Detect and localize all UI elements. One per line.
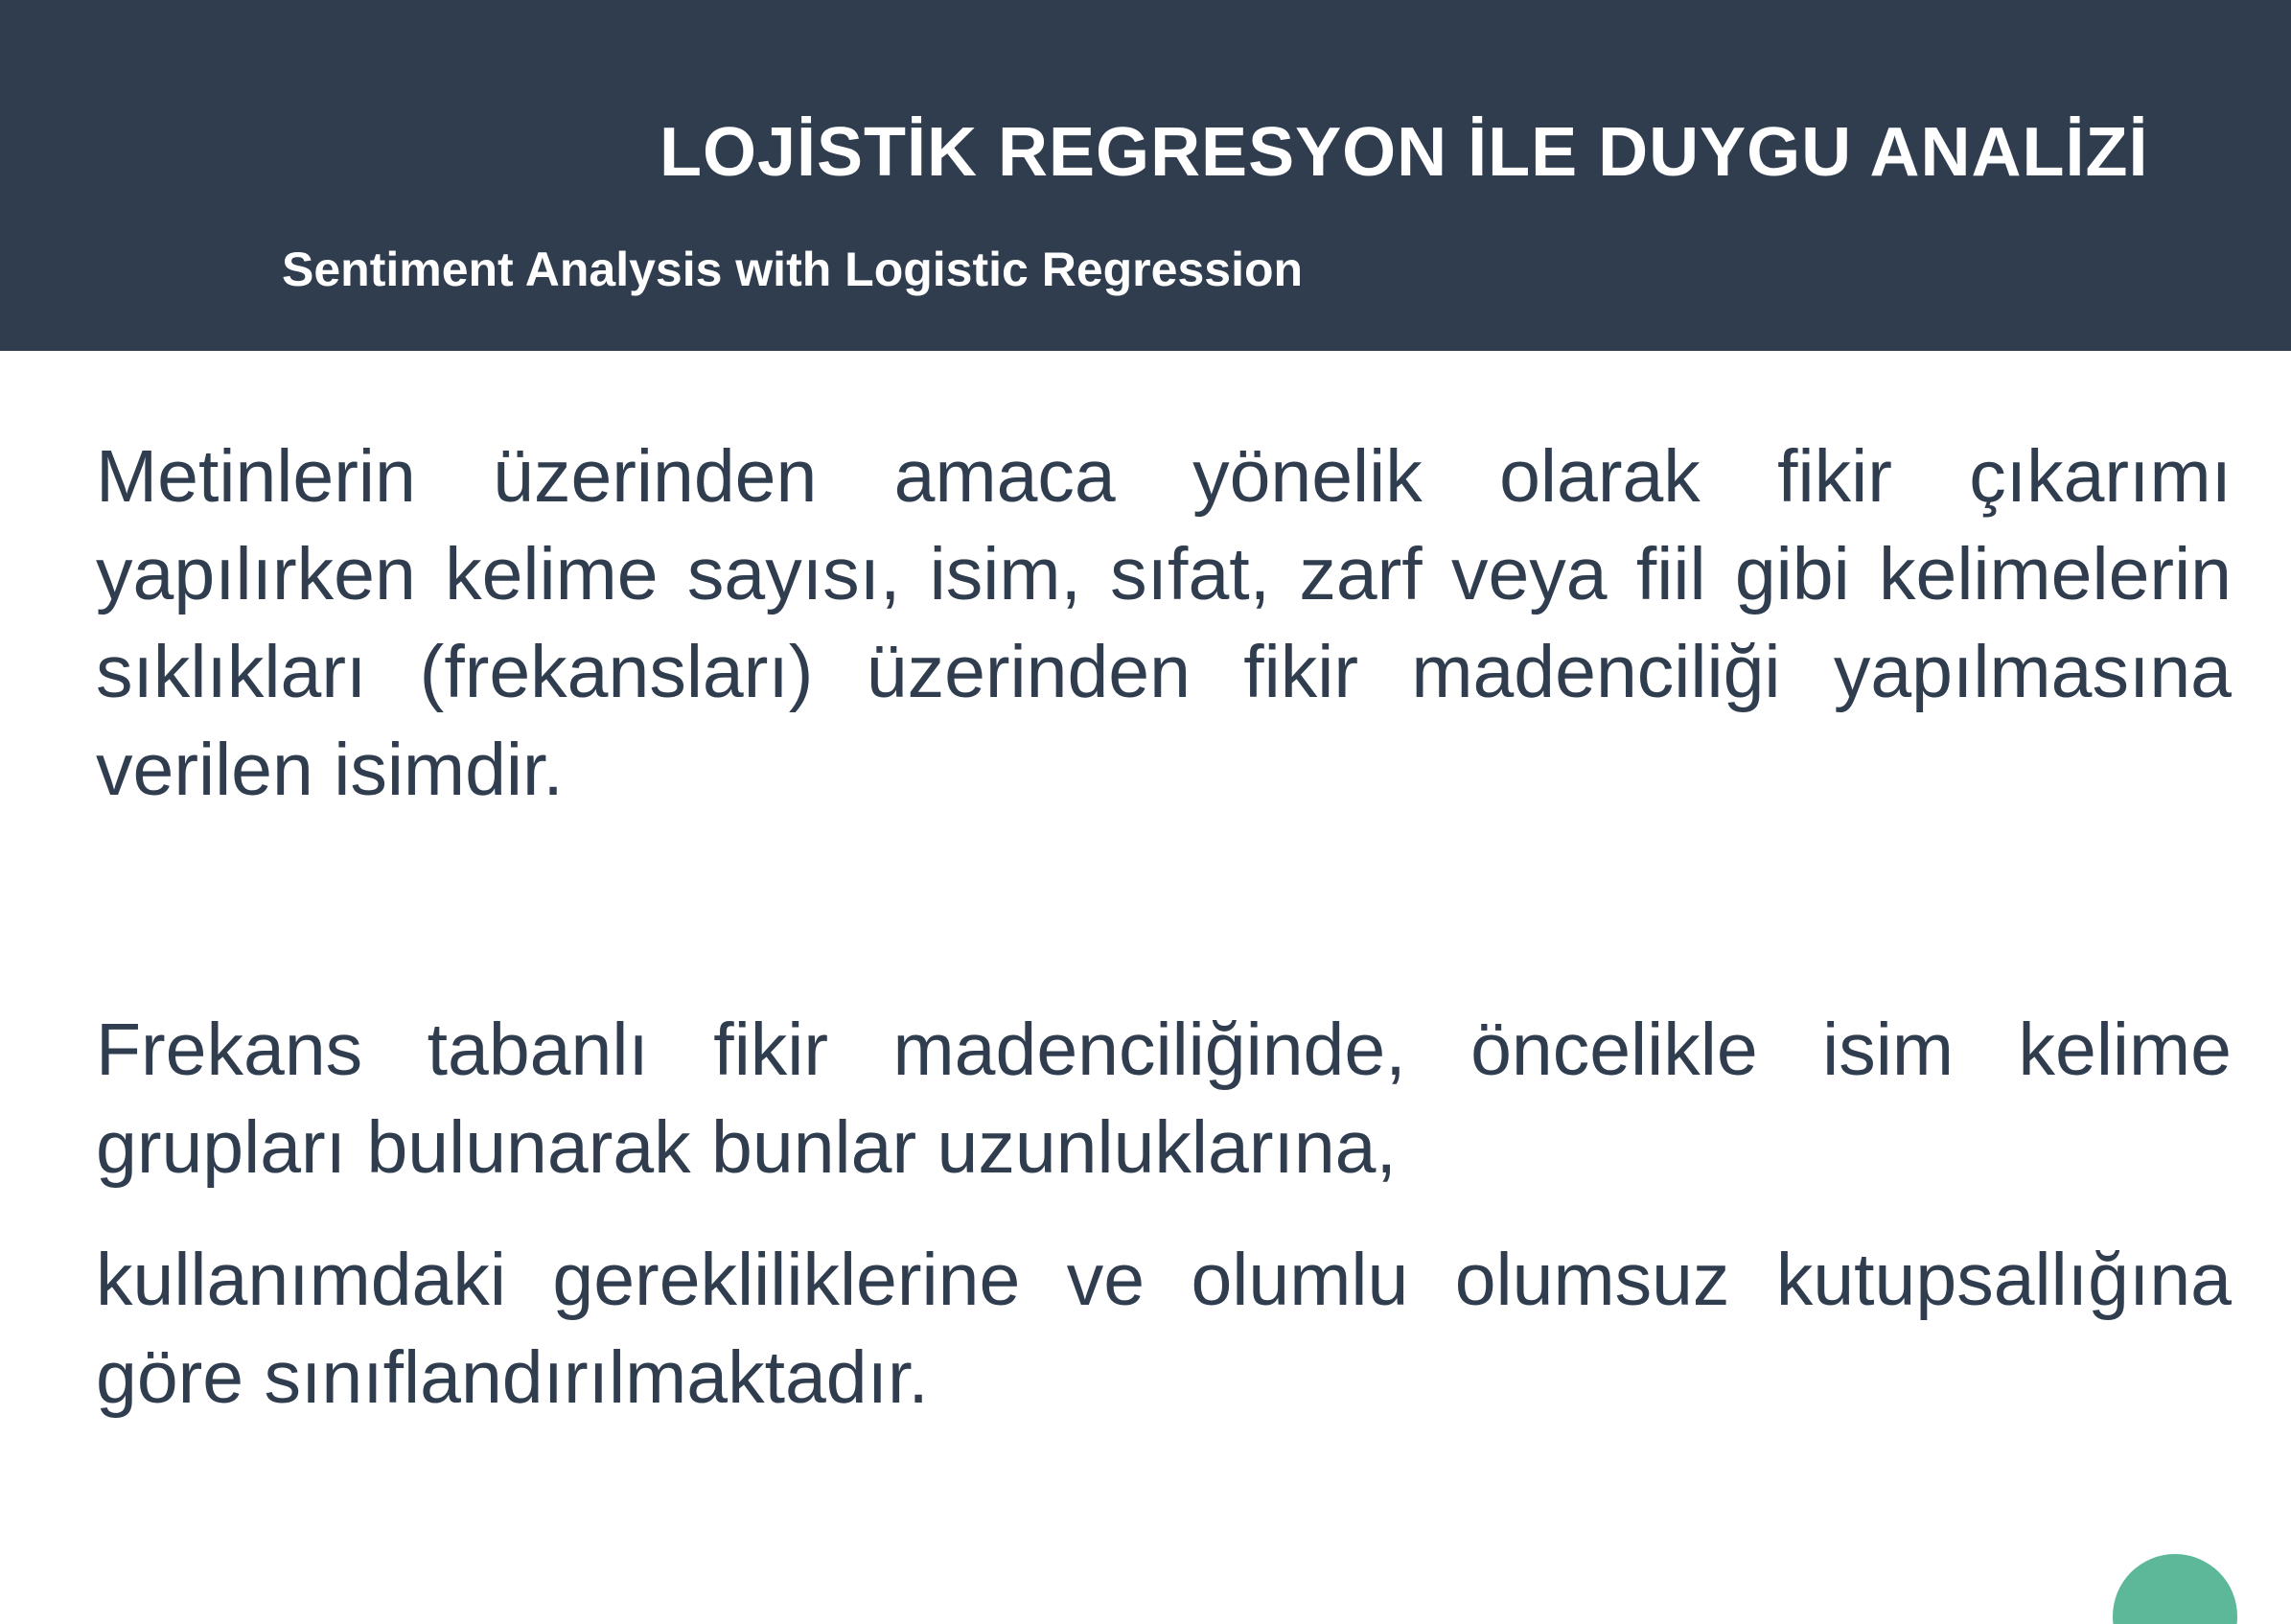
body-content [96,428,2232,1427]
slide-subtitle: Sentiment Analysis with Logistic Regression [282,243,1304,296]
header-bar [0,0,2291,351]
paragraph-frequency-based: Frekans tabanlı fikir madenciliğinde, öncelikle isim kelime grupları bulunarak bunlar uzunluklarına, [96,1009,2232,1189]
paragraph-definition: Metinlerin üzerinden amaca yönelik olarak fikir çıkarımı yapılırken kelime sayısı, isim, sıfat, zarf veya fiil gibi kelimelerin sıklıkları (frekansları) üzerinden fikir madenciliği yapılmasına verilen isimdir. [96,435,2232,811]
accent-circle-decoration [2113,1554,2237,1624]
paragraph-classification: kullanımdaki gerekliliklerine ve olumlu olumsuz kutupsallığına göre sınıflandırılmaktadır. [96,1239,2232,1419]
slide-title: LOJİSTİK REGRESYON İLE DUYGU ANALİZİ [660,114,2149,191]
